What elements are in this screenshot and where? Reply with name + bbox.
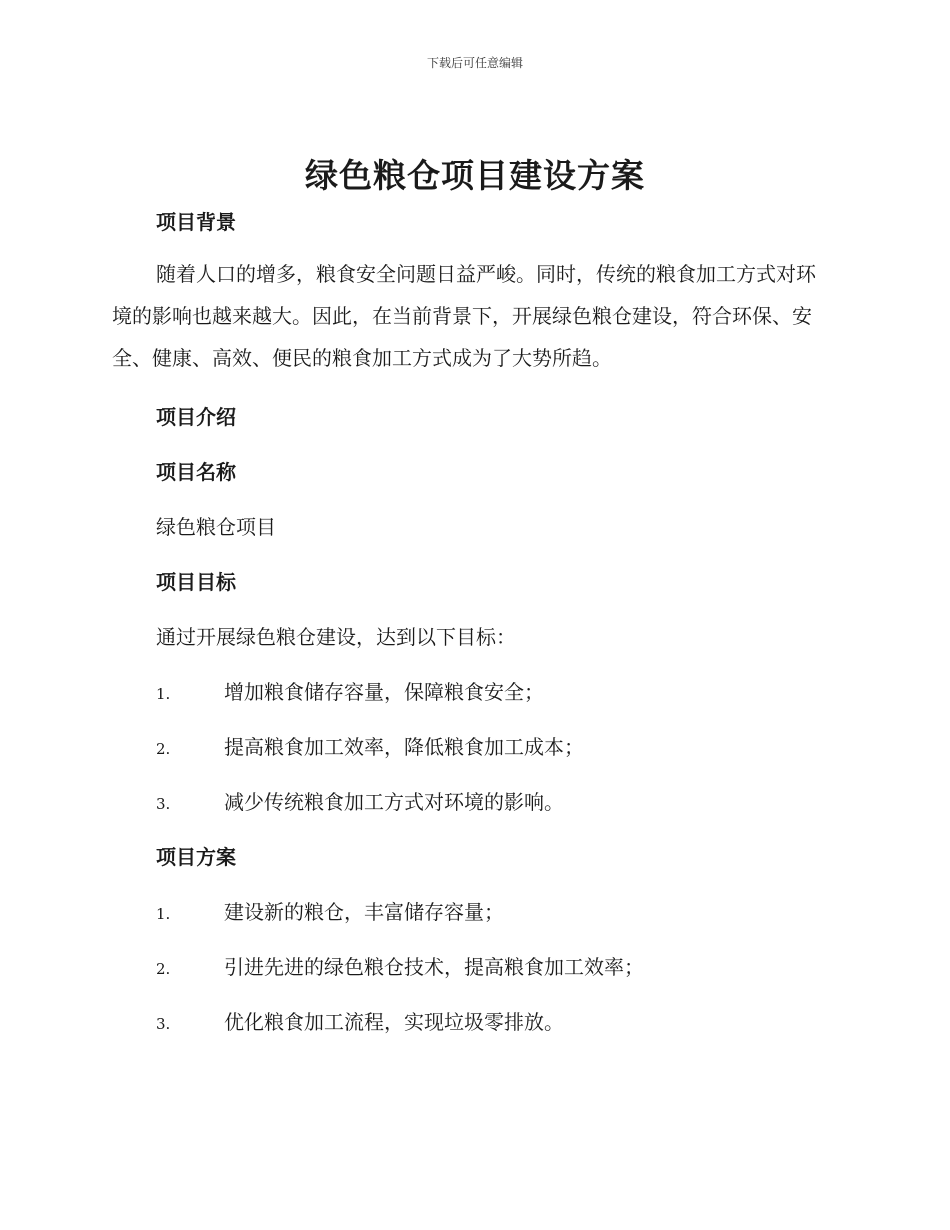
heading-goals: 项目目标: [156, 570, 236, 594]
list-number: 3.: [156, 795, 171, 813]
list-number: 3.: [156, 1015, 171, 1033]
heading-background: 项目背景: [156, 210, 236, 234]
list-number: 2.: [156, 960, 171, 978]
list-text: 优化粮食加工流程，实现垃圾零排放。: [224, 1010, 564, 1034]
list-number: 2.: [156, 740, 171, 758]
goal-item-3: [156, 786, 564, 815]
plan-item-2: [156, 951, 644, 980]
list-number: 1.: [156, 905, 171, 923]
project-name-value: 绿色粮仓项目: [156, 515, 276, 539]
list-text: 提高粮食加工效率，降低粮食加工成本；: [224, 735, 584, 759]
list-number: 1.: [156, 685, 171, 703]
goal-item-2: [156, 731, 584, 760]
list-text: 增加粮食储存容量，保障粮食安全；: [224, 680, 544, 704]
page-header-note: 下载后可任意编辑: [426, 56, 523, 70]
list-text: 引进先进的绿色粮仓技术，提高粮食加工效率；: [224, 955, 644, 979]
heading-name: 项目名称: [156, 460, 236, 484]
plan-item-1: [156, 896, 504, 925]
list-text: 建设新的粮仓，丰富储存容量；: [224, 900, 504, 924]
document-title: 绿色粮仓项目建设方案: [305, 156, 645, 195]
heading-intro: 项目介绍: [156, 405, 236, 429]
goal-item-1: [156, 676, 544, 705]
plan-item-3: [156, 1006, 564, 1035]
heading-plan: 项目方案: [156, 845, 236, 869]
list-text: 减少传统粮食加工方式对环境的影响。: [224, 790, 564, 814]
goals-lead: 通过开展绿色粮仓建设，达到以下目标：: [156, 625, 516, 649]
background-paragraph: 随着人口的增多，粮食安全问题日益严峻。同时，传统的粮食加工方式对环境的影响也越来越大。因此，在当前背景下，开展绿色粮仓建设，符合环保、安全、健康、高效、便民的粮食加工方式成为了大势所趋。: [112, 262, 816, 370]
